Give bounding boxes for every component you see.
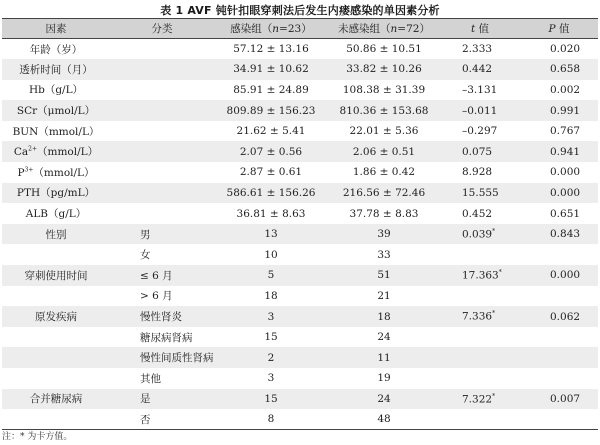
noninfected-value: 21 (377, 289, 391, 302)
table-row (2, 141, 598, 162)
t-value-cell (440, 121, 520, 142)
infected-value: 586.61 ± 156.26 (226, 186, 316, 199)
table-row (2, 183, 598, 204)
t-value: –0.297 (462, 125, 498, 138)
factor-label: 穿刺使用时间 (24, 269, 88, 282)
t-value-cell (440, 265, 520, 286)
t-value: 0.442 (462, 63, 493, 76)
factor-cell (2, 306, 110, 327)
p-value-cell (520, 80, 598, 101)
category-label: 是 (140, 393, 151, 406)
factor-cell (2, 347, 110, 368)
category-cell (110, 265, 214, 286)
factor-cell (2, 409, 110, 430)
t-value-cell (440, 80, 520, 101)
category-label: 慢性肾炎 (140, 311, 182, 324)
category-cell (110, 59, 214, 80)
p-value-cell (520, 121, 598, 142)
t-value-cell (440, 409, 520, 430)
p-value: 0.843 (550, 228, 581, 241)
header-p-suffix: 值 (555, 23, 570, 35)
factor-unit: （mmol/L） (33, 166, 95, 179)
header-infected-n: n (272, 23, 280, 35)
factor-label: P (17, 166, 25, 179)
infected-cell (214, 347, 328, 368)
noninfected-value: 24 (377, 331, 391, 344)
infected-cell (214, 327, 328, 348)
category-cell (110, 224, 214, 245)
noninfected-cell (328, 224, 440, 245)
p-value-cell (520, 389, 598, 410)
infected-value: 13 (264, 228, 278, 241)
infected-value: 809.89 ± 156.23 (226, 104, 316, 117)
infected-value: 3 (267, 372, 275, 385)
noninfected-cell (328, 80, 440, 101)
category-label: 女 (140, 249, 151, 262)
noninfected-cell (328, 306, 440, 327)
t-value: 8.928 (462, 166, 493, 179)
header-category: 分类 (110, 19, 214, 39)
t-value-cell (440, 347, 520, 368)
noninfected-value: 216.56 ± 72.46 (342, 186, 426, 199)
p-value-cell (520, 141, 598, 162)
p-value-cell (520, 409, 598, 430)
factor-label: 性别 (45, 228, 67, 241)
t-value-cell (440, 327, 520, 348)
p-value-cell (520, 183, 598, 204)
factor-cell (2, 39, 110, 60)
noninfected-cell (328, 389, 440, 410)
p-value-cell (520, 368, 598, 389)
factor-cell (2, 389, 110, 410)
noninfected-value: 37.78 ± 8.83 (349, 207, 419, 220)
factor-superscript: 3+ (24, 166, 34, 174)
factor-label: ALB（g/L） (25, 208, 87, 221)
table-row (2, 100, 598, 121)
infected-cell (214, 39, 328, 60)
infected-cell (214, 389, 328, 410)
infected-value: 15 (264, 392, 278, 405)
table-caption: 表 1 AVF 钝针扣眼穿刺法后发生内瘘感染的单因素分析 (160, 4, 440, 17)
p-value: 0.000 (550, 186, 581, 199)
table-row (2, 121, 598, 142)
t-value-cell (440, 162, 520, 183)
category-cell (110, 121, 214, 142)
t-value: 0.039 (462, 228, 493, 241)
noninfected-cell (328, 409, 440, 430)
chi-square-mark: * (492, 392, 496, 400)
header-noninfected-n: n (390, 23, 398, 35)
category-cell (110, 306, 214, 327)
noninfected-value: 2.06 ± 0.51 (352, 145, 416, 158)
header-noninfected-suffix: =72） (397, 23, 430, 35)
p-value: 0.000 (550, 166, 581, 179)
infected-value: 34.91 ± 10.62 (233, 63, 309, 76)
category-label: 慢性间质性肾病 (140, 352, 214, 365)
noninfected-value: 18 (377, 310, 391, 323)
table-body (2, 39, 598, 430)
header-t-suffix: 值 (475, 23, 490, 35)
category-cell (110, 327, 214, 348)
infected-value: 3 (267, 310, 275, 323)
table-row (2, 265, 598, 286)
t-value: 2.333 (462, 43, 493, 56)
noninfected-value: 33 (377, 248, 391, 261)
factor-cell (2, 100, 110, 121)
t-value-cell (440, 183, 520, 204)
table-footnote: 注：* 为卡方值。 (2, 432, 73, 442)
infected-cell (214, 286, 328, 307)
infected-value: 18 (264, 289, 278, 302)
noninfected-value: 50.86 ± 10.51 (346, 43, 422, 56)
noninfected-cell (328, 327, 440, 348)
t-value: –0.011 (462, 104, 498, 117)
category-cell (110, 80, 214, 101)
noninfected-value: 108.38 ± 31.39 (342, 83, 426, 96)
header-noninfected (328, 19, 440, 39)
infected-cell (214, 409, 328, 430)
t-value-cell (440, 389, 520, 410)
noninfected-value: 1.86 ± 0.42 (352, 166, 416, 179)
table-row (2, 409, 598, 430)
noninfected-value: 19 (377, 372, 391, 385)
noninfected-cell (328, 141, 440, 162)
table-row (2, 347, 598, 368)
table-row (2, 162, 598, 183)
noninfected-cell (328, 121, 440, 142)
chi-square-mark: * (492, 227, 496, 235)
factor-cell (2, 203, 110, 224)
header-p-letter: P (548, 23, 556, 35)
noninfected-value: 51 (377, 269, 391, 282)
category-label: 男 (140, 228, 151, 241)
table-row (2, 244, 598, 265)
infected-value: 8 (267, 413, 275, 426)
table-row (2, 389, 598, 410)
p-value-cell (520, 306, 598, 327)
header-factor: 因素 (2, 19, 110, 39)
noninfected-cell (328, 244, 440, 265)
category-cell (110, 39, 214, 60)
noninfected-cell (328, 162, 440, 183)
univariate-analysis-table (2, 18, 598, 430)
infected-cell (214, 203, 328, 224)
table-row (2, 39, 598, 60)
factor-label: Hb（g/L） (28, 84, 84, 97)
t-value: 17.363 (462, 269, 499, 282)
t-value: 0.075 (462, 145, 493, 158)
p-value: 0.991 (550, 104, 581, 117)
table-row (2, 203, 598, 224)
factor-cell (2, 121, 110, 142)
factor-cell (2, 183, 110, 204)
table-row (2, 59, 598, 80)
infected-value: 85.91 ± 24.89 (233, 83, 309, 96)
header-infected (214, 19, 328, 39)
t-value-cell (440, 244, 520, 265)
category-cell (110, 368, 214, 389)
infected-cell (214, 368, 328, 389)
table-row (2, 368, 598, 389)
category-cell (110, 389, 214, 410)
category-label: 糖尿病肾病 (140, 331, 193, 344)
header-row (2, 19, 598, 39)
noninfected-value: 39 (377, 228, 391, 241)
infected-value: 5 (267, 269, 275, 282)
header-infected-suffix: =23） (279, 23, 312, 35)
noninfected-cell (328, 347, 440, 368)
table-row (2, 306, 598, 327)
category-cell (110, 347, 214, 368)
infected-cell (214, 162, 328, 183)
infected-value: 21.62 ± 5.41 (236, 125, 306, 138)
category-cell (110, 183, 214, 204)
t-value-cell (440, 286, 520, 307)
table-header (2, 19, 598, 39)
category-label: 其他 (140, 372, 161, 385)
infected-cell (214, 224, 328, 245)
factor-unit: （mmol/L） (37, 146, 99, 159)
p-value-cell (520, 265, 598, 286)
noninfected-cell (328, 368, 440, 389)
t-value-cell (440, 39, 520, 60)
p-value: 0.941 (550, 145, 581, 158)
factor-cell (2, 59, 110, 80)
header-noninfected-prefix: 未感染组（ (338, 23, 391, 35)
category-cell (110, 286, 214, 307)
infected-cell (214, 141, 328, 162)
factor-label: PTH（pg/mL） (16, 187, 96, 200)
p-value: 0.767 (550, 125, 581, 138)
factor-cell (2, 265, 110, 286)
category-cell (110, 244, 214, 265)
p-value: 0.007 (550, 392, 581, 405)
category-cell (110, 141, 214, 162)
p-value: 0.000 (550, 269, 581, 282)
category-label: 否 (140, 413, 151, 426)
header-t-value (440, 19, 520, 39)
p-value-cell (520, 39, 598, 60)
infected-value: 57.12 ± 13.16 (233, 43, 309, 56)
t-value-cell (440, 100, 520, 121)
t-value: 15.555 (462, 186, 499, 199)
noninfected-value: 24 (377, 392, 391, 405)
infected-cell (214, 306, 328, 327)
noninfected-cell (328, 286, 440, 307)
p-value-cell (520, 224, 598, 245)
p-value: 0.658 (550, 63, 581, 76)
category-label: > 6 月 (140, 290, 173, 303)
t-value: 0.452 (462, 207, 493, 220)
factor-label: SCr（μmol/L） (16, 105, 96, 118)
noninfected-cell (328, 183, 440, 204)
t-value-cell (440, 306, 520, 327)
infected-value: 2.87 ± 0.61 (239, 166, 303, 179)
p-value-cell (520, 100, 598, 121)
header-p-value (520, 19, 598, 39)
noninfected-cell (328, 39, 440, 60)
factor-label: BUN（mmol/L） (12, 125, 100, 138)
p-value-cell (520, 347, 598, 368)
noninfected-cell (328, 203, 440, 224)
category-cell (110, 409, 214, 430)
p-value: 0.062 (550, 310, 581, 323)
p-value-cell (520, 203, 598, 224)
infected-cell (214, 80, 328, 101)
factor-cell (2, 162, 110, 183)
category-cell (110, 203, 214, 224)
infected-value: 15 (264, 331, 278, 344)
infected-value: 2 (267, 351, 275, 364)
table-row (2, 327, 598, 348)
factor-cell (2, 224, 110, 245)
t-value: 7.322 (462, 393, 493, 406)
table-row (2, 224, 598, 245)
t-value-cell (440, 59, 520, 80)
header-t-letter: t (470, 23, 476, 35)
t-value-cell (440, 368, 520, 389)
infected-cell (214, 244, 328, 265)
factor-cell (2, 80, 110, 101)
t-value-cell (440, 203, 520, 224)
table-row (2, 80, 598, 101)
table-row (2, 286, 598, 307)
factor-cell (2, 141, 110, 162)
t-value-cell (440, 224, 520, 245)
category-cell (110, 100, 214, 121)
category-cell (110, 162, 214, 183)
chi-square-mark: * (492, 310, 496, 318)
factor-superscript: 2+ (28, 145, 38, 153)
header-infected-prefix: 感染组（ (230, 23, 273, 35)
noninfected-cell (328, 265, 440, 286)
infected-value: 2.07 ± 0.56 (239, 145, 303, 158)
p-value-cell (520, 286, 598, 307)
factor-label: Ca (13, 146, 29, 159)
p-value-cell (520, 244, 598, 265)
factor-cell (2, 368, 110, 389)
noninfected-value: 33.82 ± 10.26 (346, 63, 422, 76)
infected-cell (214, 59, 328, 80)
infected-value: 36.81 ± 8.63 (236, 207, 306, 220)
noninfected-value: 810.36 ± 153.68 (339, 104, 429, 117)
infected-value: 10 (264, 248, 278, 261)
t-value: 7.336 (462, 310, 493, 323)
chi-square-mark: * (498, 269, 502, 277)
t-value: –3.131 (462, 83, 498, 96)
factor-cell (2, 327, 110, 348)
infected-cell (214, 121, 328, 142)
factor-label: 合并糖尿病 (29, 393, 83, 406)
noninfected-cell (328, 100, 440, 121)
noninfected-value: 11 (377, 351, 391, 364)
infected-cell (214, 265, 328, 286)
infected-cell (214, 100, 328, 121)
p-value: 0.020 (550, 43, 581, 56)
noninfected-value: 48 (377, 413, 391, 426)
p-value: 0.002 (550, 83, 581, 96)
p-value-cell (520, 59, 598, 80)
p-value-cell (520, 162, 598, 183)
factor-label: 透析时间（月） (19, 63, 93, 76)
infected-cell (214, 183, 328, 204)
factor-label: 年龄（岁） (29, 43, 83, 56)
p-value-cell (520, 327, 598, 348)
noninfected-value: 22.01 ± 5.36 (349, 125, 419, 138)
category-label: ≤ 6 月 (140, 269, 173, 282)
factor-cell (2, 286, 110, 307)
factor-cell (2, 244, 110, 265)
p-value: 0.651 (550, 207, 581, 220)
t-value-cell (440, 141, 520, 162)
noninfected-cell (328, 59, 440, 80)
factor-label: 原发疾病 (35, 311, 77, 324)
